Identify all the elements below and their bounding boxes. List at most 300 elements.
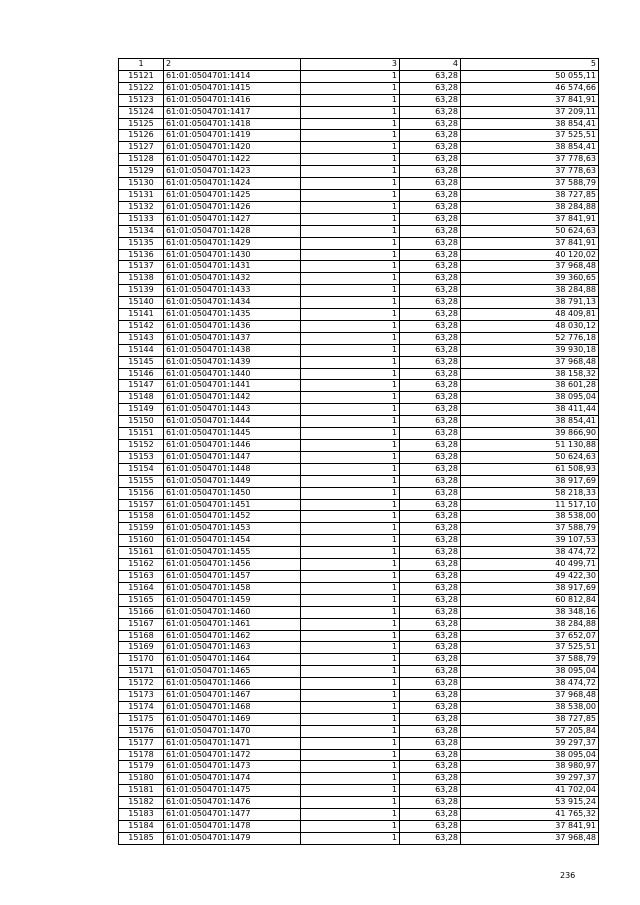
count-cell: 1 — [301, 547, 400, 559]
cadastral-number-cell: 61:01:0504701:1433 — [164, 285, 301, 297]
count-cell: 1 — [301, 106, 400, 118]
row-number-cell: 15169 — [119, 642, 164, 654]
value-cell: 37 968,48 — [461, 356, 599, 368]
area-cell: 63,28 — [400, 749, 461, 761]
cadastral-number-cell: 61:01:0504701:1467 — [164, 690, 301, 702]
table-row — [119, 332, 599, 344]
table-row — [119, 297, 599, 309]
cadastral-number-cell: 61:01:0504701:1438 — [164, 344, 301, 356]
cadastral-number-cell: 61:01:0504701:1477 — [164, 809, 301, 821]
table-row — [119, 344, 599, 356]
area-cell: 63,28 — [400, 404, 461, 416]
value-cell: 11 517,10 — [461, 499, 599, 511]
count-cell: 1 — [301, 118, 400, 130]
cadastral-number-cell: 61:01:0504701:1437 — [164, 332, 301, 344]
value-cell: 40 120,02 — [461, 249, 599, 261]
area-cell: 63,28 — [400, 249, 461, 261]
cadastral-number-cell: 61:01:0504701:1469 — [164, 713, 301, 725]
area-cell: 63,28 — [400, 761, 461, 773]
value-cell: 37 209,11 — [461, 106, 599, 118]
cadastral-number-cell: 61:01:0504701:1461 — [164, 618, 301, 630]
cadastral-number-cell: 61:01:0504701:1462 — [164, 630, 301, 642]
area-cell: 63,28 — [400, 642, 461, 654]
count-cell: 1 — [301, 749, 400, 761]
value-cell: 50 624,63 — [461, 225, 599, 237]
cadastral-number-cell: 61:01:0504701:1444 — [164, 416, 301, 428]
value-cell: 38 095,04 — [461, 392, 599, 404]
table-row — [119, 559, 599, 571]
row-number-cell: 15183 — [119, 809, 164, 821]
table-row — [119, 154, 599, 166]
cadastral-number-cell: 61:01:0504701:1447 — [164, 451, 301, 463]
table-row — [119, 749, 599, 761]
column-header-2: 2 — [164, 59, 301, 71]
table-row — [119, 499, 599, 511]
cadastral-number-cell: 61:01:0504701:1473 — [164, 761, 301, 773]
area-cell: 63,28 — [400, 832, 461, 844]
area-cell: 63,28 — [400, 106, 461, 118]
count-cell: 1 — [301, 678, 400, 690]
cadastral-number-cell: 61:01:0504701:1443 — [164, 404, 301, 416]
value-cell: 38 854,41 — [461, 118, 599, 130]
table-row — [119, 678, 599, 690]
row-number-cell: 15130 — [119, 178, 164, 190]
value-cell: 38 095,04 — [461, 666, 599, 678]
cadastral-number-cell: 61:01:0504701:1431 — [164, 261, 301, 273]
table-row — [119, 761, 599, 773]
cadastral-number-cell: 61:01:0504701:1474 — [164, 773, 301, 785]
area-cell: 63,28 — [400, 332, 461, 344]
row-number-cell: 15162 — [119, 559, 164, 571]
value-cell: 37 841,91 — [461, 94, 599, 106]
value-cell: 37 588,79 — [461, 523, 599, 535]
value-cell: 49 422,30 — [461, 570, 599, 582]
value-cell: 38 095,04 — [461, 749, 599, 761]
count-cell: 1 — [301, 606, 400, 618]
value-cell: 38 284,88 — [461, 285, 599, 297]
table-row — [119, 201, 599, 213]
count-cell: 1 — [301, 309, 400, 321]
value-cell: 37 525,51 — [461, 130, 599, 142]
table-row — [119, 809, 599, 821]
value-cell: 51 130,88 — [461, 440, 599, 452]
cadastral-number-cell: 61:01:0504701:1472 — [164, 749, 301, 761]
area-cell: 63,28 — [400, 344, 461, 356]
table-row — [119, 535, 599, 547]
row-number-cell: 15170 — [119, 654, 164, 666]
value-cell: 37 778,63 — [461, 154, 599, 166]
value-cell: 37 841,91 — [461, 821, 599, 833]
table-row — [119, 285, 599, 297]
row-number-cell: 15172 — [119, 678, 164, 690]
column-header-1: 1 — [119, 59, 164, 71]
area-cell: 63,28 — [400, 154, 461, 166]
cadastral-number-cell: 61:01:0504701:1418 — [164, 118, 301, 130]
row-number-cell: 15137 — [119, 261, 164, 273]
cadastral-number-cell: 61:01:0504701:1450 — [164, 487, 301, 499]
cadastral-number-cell: 61:01:0504701:1436 — [164, 320, 301, 332]
cadastral-number-cell: 61:01:0504701:1423 — [164, 166, 301, 178]
area-cell: 63,28 — [400, 654, 461, 666]
table-row — [119, 178, 599, 190]
cadastral-number-cell: 61:01:0504701:1455 — [164, 547, 301, 559]
area-cell: 63,28 — [400, 142, 461, 154]
count-cell: 1 — [301, 297, 400, 309]
value-cell: 38 538,00 — [461, 701, 599, 713]
row-number-cell: 15129 — [119, 166, 164, 178]
value-cell: 37 652,07 — [461, 630, 599, 642]
area-cell: 63,28 — [400, 487, 461, 499]
table-row — [119, 511, 599, 523]
table-row — [119, 570, 599, 582]
area-cell: 63,28 — [400, 440, 461, 452]
area-cell: 63,28 — [400, 737, 461, 749]
count-cell: 1 — [301, 618, 400, 630]
cadastral-number-cell: 61:01:0504701:1441 — [164, 380, 301, 392]
cadastral-number-cell: 61:01:0504701:1479 — [164, 832, 301, 844]
area-cell: 63,28 — [400, 785, 461, 797]
count-cell: 1 — [301, 332, 400, 344]
area-cell: 63,28 — [400, 178, 461, 190]
value-cell: 38 348,16 — [461, 606, 599, 618]
table-row — [119, 273, 599, 285]
count-cell: 1 — [301, 487, 400, 499]
count-cell: 1 — [301, 189, 400, 201]
table-row — [119, 440, 599, 452]
area-cell: 63,28 — [400, 725, 461, 737]
area-cell: 63,28 — [400, 606, 461, 618]
value-cell: 46 574,66 — [461, 82, 599, 94]
row-number-cell: 15123 — [119, 94, 164, 106]
cadastral-number-cell: 61:01:0504701:1417 — [164, 106, 301, 118]
count-cell: 1 — [301, 761, 400, 773]
count-cell: 1 — [301, 392, 400, 404]
value-cell: 38 854,41 — [461, 142, 599, 154]
cadastral-number-cell: 61:01:0504701:1446 — [164, 440, 301, 452]
cadastral-number-cell: 61:01:0504701:1425 — [164, 189, 301, 201]
table-row — [119, 582, 599, 594]
count-cell: 1 — [301, 213, 400, 225]
cadastral-number-cell: 61:01:0504701:1415 — [164, 82, 301, 94]
count-cell: 1 — [301, 344, 400, 356]
row-number-cell: 15122 — [119, 82, 164, 94]
cadastral-number-cell: 61:01:0504701:1430 — [164, 249, 301, 261]
table-row — [119, 261, 599, 273]
count-cell: 1 — [301, 809, 400, 821]
row-number-cell: 15145 — [119, 356, 164, 368]
count-cell: 1 — [301, 511, 400, 523]
row-number-cell: 15144 — [119, 344, 164, 356]
table-row — [119, 654, 599, 666]
count-cell: 1 — [301, 356, 400, 368]
value-cell: 38 538,00 — [461, 511, 599, 523]
cadastral-number-cell: 61:01:0504701:1435 — [164, 309, 301, 321]
count-cell: 1 — [301, 523, 400, 535]
cadastral-number-cell: 61:01:0504701:1478 — [164, 821, 301, 833]
value-cell: 48 030,12 — [461, 320, 599, 332]
count-cell: 1 — [301, 237, 400, 249]
cadastral-number-cell: 61:01:0504701:1457 — [164, 570, 301, 582]
row-number-cell: 15181 — [119, 785, 164, 797]
value-cell: 37 525,51 — [461, 642, 599, 654]
cadastral-number-cell: 61:01:0504701:1442 — [164, 392, 301, 404]
count-cell: 1 — [301, 201, 400, 213]
table-row — [119, 249, 599, 261]
row-number-cell: 15165 — [119, 594, 164, 606]
area-cell: 63,28 — [400, 523, 461, 535]
count-cell: 1 — [301, 368, 400, 380]
row-number-cell: 15184 — [119, 821, 164, 833]
cadastral-number-cell: 61:01:0504701:1420 — [164, 142, 301, 154]
table-row — [119, 773, 599, 785]
cadastral-number-cell: 61:01:0504701:1422 — [164, 154, 301, 166]
area-cell: 63,28 — [400, 225, 461, 237]
table-row — [119, 404, 599, 416]
area-cell: 63,28 — [400, 309, 461, 321]
cadastral-number-cell: 61:01:0504701:1426 — [164, 201, 301, 213]
count-cell: 1 — [301, 785, 400, 797]
cadastral-number-cell: 61:01:0504701:1419 — [164, 130, 301, 142]
row-number-cell: 15153 — [119, 451, 164, 463]
area-cell: 63,28 — [400, 594, 461, 606]
count-cell: 1 — [301, 642, 400, 654]
area-cell: 63,28 — [400, 559, 461, 571]
value-cell: 39 866,90 — [461, 428, 599, 440]
row-number-cell: 15175 — [119, 713, 164, 725]
count-cell: 1 — [301, 725, 400, 737]
row-number-cell: 15131 — [119, 189, 164, 201]
value-cell: 61 508,93 — [461, 463, 599, 475]
value-cell: 38 791,13 — [461, 297, 599, 309]
row-number-cell: 15168 — [119, 630, 164, 642]
count-cell: 1 — [301, 285, 400, 297]
table-row — [119, 451, 599, 463]
value-cell: 38 474,72 — [461, 678, 599, 690]
count-cell: 1 — [301, 832, 400, 844]
row-number-cell: 15159 — [119, 523, 164, 535]
table-row — [119, 547, 599, 559]
value-cell: 60 812,84 — [461, 594, 599, 606]
area-cell: 63,28 — [400, 618, 461, 630]
cadastral-number-cell: 61:01:0504701:1460 — [164, 606, 301, 618]
area-cell: 63,28 — [400, 666, 461, 678]
row-number-cell: 15139 — [119, 285, 164, 297]
row-number-cell: 15136 — [119, 249, 164, 261]
value-cell: 39 360,65 — [461, 273, 599, 285]
cadastral-number-cell: 61:01:0504701:1454 — [164, 535, 301, 547]
area-cell: 63,28 — [400, 451, 461, 463]
area-cell: 63,28 — [400, 213, 461, 225]
table-row — [119, 713, 599, 725]
count-cell: 1 — [301, 594, 400, 606]
table-row — [119, 213, 599, 225]
cadastral-number-cell: 61:01:0504701:1434 — [164, 297, 301, 309]
row-number-cell: 15164 — [119, 582, 164, 594]
column-header-4: 4 — [400, 59, 461, 71]
table-row — [119, 82, 599, 94]
area-cell: 63,28 — [400, 82, 461, 94]
area-cell: 63,28 — [400, 797, 461, 809]
value-cell: 37 968,48 — [461, 832, 599, 844]
cadastral-number-cell: 61:01:0504701:1463 — [164, 642, 301, 654]
area-cell: 63,28 — [400, 94, 461, 106]
value-cell: 50 624,63 — [461, 451, 599, 463]
table-row — [119, 392, 599, 404]
row-number-cell: 15167 — [119, 618, 164, 630]
value-cell: 40 499,71 — [461, 559, 599, 571]
row-number-cell: 15160 — [119, 535, 164, 547]
count-cell: 1 — [301, 273, 400, 285]
row-number-cell: 15149 — [119, 404, 164, 416]
value-cell: 38 854,41 — [461, 416, 599, 428]
count-cell: 1 — [301, 178, 400, 190]
area-cell: 63,28 — [400, 201, 461, 213]
table-row — [119, 237, 599, 249]
row-number-cell: 15126 — [119, 130, 164, 142]
row-number-cell: 15155 — [119, 475, 164, 487]
cadastral-number-cell: 61:01:0504701:1466 — [164, 678, 301, 690]
value-cell: 38 601,28 — [461, 380, 599, 392]
count-cell: 1 — [301, 82, 400, 94]
row-number-cell: 15173 — [119, 690, 164, 702]
table-row — [119, 785, 599, 797]
value-cell: 52 776,18 — [461, 332, 599, 344]
row-number-cell: 15151 — [119, 428, 164, 440]
value-cell: 41 765,32 — [461, 809, 599, 821]
table-row — [119, 142, 599, 154]
cadastral-number-cell: 61:01:0504701:1475 — [164, 785, 301, 797]
area-cell: 63,28 — [400, 821, 461, 833]
cadastral-number-cell: 61:01:0504701:1424 — [164, 178, 301, 190]
row-number-cell: 15133 — [119, 213, 164, 225]
cadastral-number-cell: 61:01:0504701:1439 — [164, 356, 301, 368]
count-cell: 1 — [301, 821, 400, 833]
cadastral-number-cell: 61:01:0504701:1464 — [164, 654, 301, 666]
area-cell: 63,28 — [400, 130, 461, 142]
area-cell: 63,28 — [400, 356, 461, 368]
value-cell: 37 588,79 — [461, 654, 599, 666]
table-row — [119, 320, 599, 332]
table-row — [119, 118, 599, 130]
column-header-3: 3 — [301, 59, 400, 71]
count-cell: 1 — [301, 154, 400, 166]
count-cell: 1 — [301, 582, 400, 594]
area-cell: 63,28 — [400, 570, 461, 582]
value-cell: 37 968,48 — [461, 690, 599, 702]
cadastral-number-cell: 61:01:0504701:1445 — [164, 428, 301, 440]
row-number-cell: 15158 — [119, 511, 164, 523]
value-cell: 57 205,84 — [461, 725, 599, 737]
area-cell: 63,28 — [400, 118, 461, 130]
value-cell: 37 841,91 — [461, 237, 599, 249]
value-cell: 38 980,97 — [461, 761, 599, 773]
row-number-cell: 15179 — [119, 761, 164, 773]
cadastral-number-cell: 61:01:0504701:1470 — [164, 725, 301, 737]
value-cell: 38 727,85 — [461, 189, 599, 201]
area-cell: 63,28 — [400, 499, 461, 511]
row-number-cell: 15132 — [119, 201, 164, 213]
area-cell: 63,28 — [400, 690, 461, 702]
table-row — [119, 690, 599, 702]
row-number-cell: 15142 — [119, 320, 164, 332]
count-cell: 1 — [301, 451, 400, 463]
row-number-cell: 15166 — [119, 606, 164, 618]
count-cell: 1 — [301, 166, 400, 178]
row-number-cell: 15140 — [119, 297, 164, 309]
cadastral-number-cell: 61:01:0504701:1428 — [164, 225, 301, 237]
area-cell: 63,28 — [400, 392, 461, 404]
data-table-container — [118, 58, 596, 845]
table-row — [119, 309, 599, 321]
row-number-cell: 15176 — [119, 725, 164, 737]
row-number-cell: 15121 — [119, 70, 164, 82]
area-cell: 63,28 — [400, 511, 461, 523]
cadastral-number-cell: 61:01:0504701:1453 — [164, 523, 301, 535]
table-row — [119, 737, 599, 749]
value-cell: 38 284,88 — [461, 618, 599, 630]
count-cell: 1 — [301, 654, 400, 666]
row-number-cell: 15177 — [119, 737, 164, 749]
area-cell: 63,28 — [400, 582, 461, 594]
value-cell: 37 968,48 — [461, 261, 599, 273]
row-number-cell: 15178 — [119, 749, 164, 761]
row-number-cell: 15124 — [119, 106, 164, 118]
area-cell: 63,28 — [400, 70, 461, 82]
table-row — [119, 368, 599, 380]
area-cell: 63,28 — [400, 320, 461, 332]
value-cell: 58 218,33 — [461, 487, 599, 499]
area-cell: 63,28 — [400, 297, 461, 309]
row-number-cell: 15141 — [119, 309, 164, 321]
table-row — [119, 666, 599, 678]
table-header-row — [119, 59, 599, 71]
cadastral-number-cell: 61:01:0504701:1451 — [164, 499, 301, 511]
value-cell: 38 158,32 — [461, 368, 599, 380]
table-row — [119, 356, 599, 368]
value-cell: 38 284,88 — [461, 201, 599, 213]
cadastral-number-cell: 61:01:0504701:1414 — [164, 70, 301, 82]
table-body — [119, 70, 599, 844]
row-number-cell: 15157 — [119, 499, 164, 511]
count-cell: 1 — [301, 142, 400, 154]
value-cell: 37 588,79 — [461, 178, 599, 190]
row-number-cell: 15148 — [119, 392, 164, 404]
table-row — [119, 189, 599, 201]
value-cell: 50 055,11 — [461, 70, 599, 82]
row-number-cell: 15161 — [119, 547, 164, 559]
count-cell: 1 — [301, 666, 400, 678]
cadastral-number-cell: 61:01:0504701:1465 — [164, 666, 301, 678]
row-number-cell: 15125 — [119, 118, 164, 130]
table-row — [119, 797, 599, 809]
count-cell: 1 — [301, 713, 400, 725]
table-row — [119, 106, 599, 118]
row-number-cell: 15152 — [119, 440, 164, 452]
value-cell: 37 778,63 — [461, 166, 599, 178]
row-number-cell: 15135 — [119, 237, 164, 249]
table-row — [119, 523, 599, 535]
row-number-cell: 15182 — [119, 797, 164, 809]
row-number-cell: 15127 — [119, 142, 164, 154]
table-row — [119, 380, 599, 392]
count-cell: 1 — [301, 559, 400, 571]
row-number-cell: 15134 — [119, 225, 164, 237]
table-row — [119, 630, 599, 642]
row-number-cell: 15156 — [119, 487, 164, 499]
row-number-cell: 15138 — [119, 273, 164, 285]
area-cell: 63,28 — [400, 701, 461, 713]
value-cell: 37 841,91 — [461, 213, 599, 225]
